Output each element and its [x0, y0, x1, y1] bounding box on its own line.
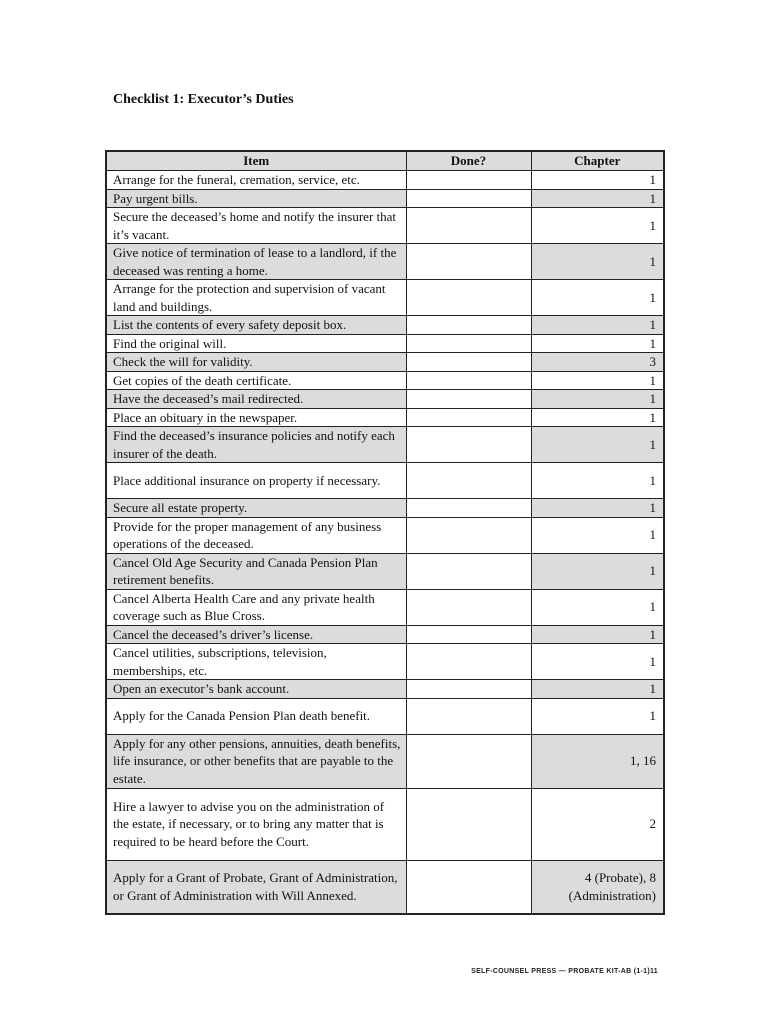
table-row	[106, 408, 664, 427]
chapter-cell: 1	[531, 553, 664, 589]
chapter-cell: 1	[531, 280, 664, 316]
done-checkbox-cell[interactable]	[406, 680, 531, 699]
done-checkbox-cell[interactable]	[406, 698, 531, 734]
chapter-cell: 1	[531, 171, 664, 190]
page-title: Checklist 1: Executor’s Duties	[113, 92, 294, 107]
done-checkbox-cell[interactable]	[406, 280, 531, 316]
table-row	[106, 171, 664, 190]
item-cell: Open an executor’s bank account.	[106, 680, 406, 699]
chapter-cell: 1	[531, 463, 664, 499]
item-cell: Have the deceased’s mail redirected.	[106, 390, 406, 409]
done-checkbox-cell[interactable]	[406, 860, 531, 914]
table-row	[106, 553, 664, 589]
chapter-cell: 1	[531, 644, 664, 680]
chapter-cell: 1	[531, 208, 664, 244]
done-checkbox-cell[interactable]	[406, 463, 531, 499]
chapter-cell: 1	[531, 334, 664, 353]
done-checkbox-cell[interactable]	[406, 408, 531, 427]
item-cell: Apply for any other pensions, annuities, death benefits, life insurance, or other benefits that are payable to the estate.	[106, 734, 406, 788]
table-row	[106, 698, 664, 734]
table-row	[106, 208, 664, 244]
chapter-cell: 2	[531, 788, 664, 860]
chapter-cell: 1	[531, 316, 664, 335]
chapter-cell: 1	[531, 244, 664, 280]
table-row	[106, 390, 664, 409]
done-checkbox-cell[interactable]	[406, 644, 531, 680]
table-row	[106, 680, 664, 699]
done-checkbox-cell[interactable]	[406, 171, 531, 190]
done-checkbox-cell[interactable]	[406, 316, 531, 335]
item-cell: Cancel utilities, subscriptions, television, memberships, etc.	[106, 644, 406, 680]
item-cell: Place an obituary in the newspaper.	[106, 408, 406, 427]
item-cell: List the contents of every safety deposit box.	[106, 316, 406, 335]
item-cell: Secure all estate property.	[106, 499, 406, 518]
item-cell: Cancel Alberta Health Care and any private health coverage such as Blue Cross.	[106, 589, 406, 625]
chapter-cell: 1	[531, 408, 664, 427]
column-header-chapter: Chapter	[531, 151, 664, 171]
table-row	[106, 371, 664, 390]
table-row	[106, 427, 664, 463]
item-cell: Arrange for the protection and supervision of vacant land and buildings.	[106, 280, 406, 316]
table-row	[106, 499, 664, 518]
table-header-row	[106, 151, 664, 171]
done-checkbox-cell[interactable]	[406, 244, 531, 280]
item-cell: Pay urgent bills.	[106, 189, 406, 208]
done-checkbox-cell[interactable]	[406, 553, 531, 589]
chapter-cell: 4 (Probate), 8 (Administration)	[531, 860, 664, 914]
done-checkbox-cell[interactable]	[406, 390, 531, 409]
table-row	[106, 625, 664, 644]
done-checkbox-cell[interactable]	[406, 625, 531, 644]
table-row	[106, 463, 664, 499]
item-cell: Find the deceased’s insurance policies and notify each insurer of the death.	[106, 427, 406, 463]
table-row	[106, 334, 664, 353]
done-checkbox-cell[interactable]	[406, 427, 531, 463]
done-checkbox-cell[interactable]	[406, 788, 531, 860]
chapter-cell: 1	[531, 499, 664, 518]
chapter-cell: 1, 16	[531, 734, 664, 788]
done-checkbox-cell[interactable]	[406, 189, 531, 208]
page-footer: SELF-COUNSEL PRESS — PROBATE KIT-AB (1-1)11	[471, 968, 658, 975]
table-row	[106, 517, 664, 553]
done-checkbox-cell[interactable]	[406, 353, 531, 372]
item-cell: Provide for the proper management of any business operations of the deceased.	[106, 517, 406, 553]
table-row	[106, 734, 664, 788]
chapter-cell: 1	[531, 680, 664, 699]
item-cell: Get copies of the death certificate.	[106, 371, 406, 390]
column-header-item: Item	[106, 151, 406, 171]
item-cell: Secure the deceased’s home and notify the insurer that it’s vacant.	[106, 208, 406, 244]
item-cell: Check the will for validity.	[106, 353, 406, 372]
table-row	[106, 280, 664, 316]
table-row	[106, 788, 664, 860]
column-header-done: Done?	[406, 151, 531, 171]
item-cell: Apply for the Canada Pension Plan death benefit.	[106, 698, 406, 734]
done-checkbox-cell[interactable]	[406, 517, 531, 553]
done-checkbox-cell[interactable]	[406, 334, 531, 353]
table-row	[106, 589, 664, 625]
done-checkbox-cell[interactable]	[406, 589, 531, 625]
item-cell: Find the original will.	[106, 334, 406, 353]
item-cell: Apply for a Grant of Probate, Grant of Administration, or Grant of Administration with Will Annexed.	[106, 860, 406, 914]
item-cell: Arrange for the funeral, cremation, service, etc.	[106, 171, 406, 190]
item-cell: Cancel the deceased’s driver’s license.	[106, 625, 406, 644]
item-cell: Give notice of termination of lease to a landlord, if the deceased was renting a home.	[106, 244, 406, 280]
chapter-cell: 3	[531, 353, 664, 372]
item-cell: Place additional insurance on property if necessary.	[106, 463, 406, 499]
item-cell: Hire a lawyer to advise you on the administration of the estate, if necessary, or to bring any matter that is required to be heard before the Court.	[106, 788, 406, 860]
chapter-cell: 1	[531, 625, 664, 644]
table-row	[106, 244, 664, 280]
chapter-cell: 1	[531, 427, 664, 463]
chapter-cell: 1	[531, 698, 664, 734]
done-checkbox-cell[interactable]	[406, 499, 531, 518]
chapter-cell: 1	[531, 189, 664, 208]
done-checkbox-cell[interactable]	[406, 208, 531, 244]
chapter-cell: 1	[531, 589, 664, 625]
table-row	[106, 644, 664, 680]
table-row	[106, 860, 664, 914]
done-checkbox-cell[interactable]	[406, 371, 531, 390]
table-row	[106, 189, 664, 208]
done-checkbox-cell[interactable]	[406, 734, 531, 788]
table-row	[106, 316, 664, 335]
checklist-table	[105, 150, 665, 915]
table-row	[106, 353, 664, 372]
item-cell: Cancel Old Age Security and Canada Pension Plan retirement benefits.	[106, 553, 406, 589]
chapter-cell: 1	[531, 517, 664, 553]
chapter-cell: 1	[531, 371, 664, 390]
chapter-cell: 1	[531, 390, 664, 409]
